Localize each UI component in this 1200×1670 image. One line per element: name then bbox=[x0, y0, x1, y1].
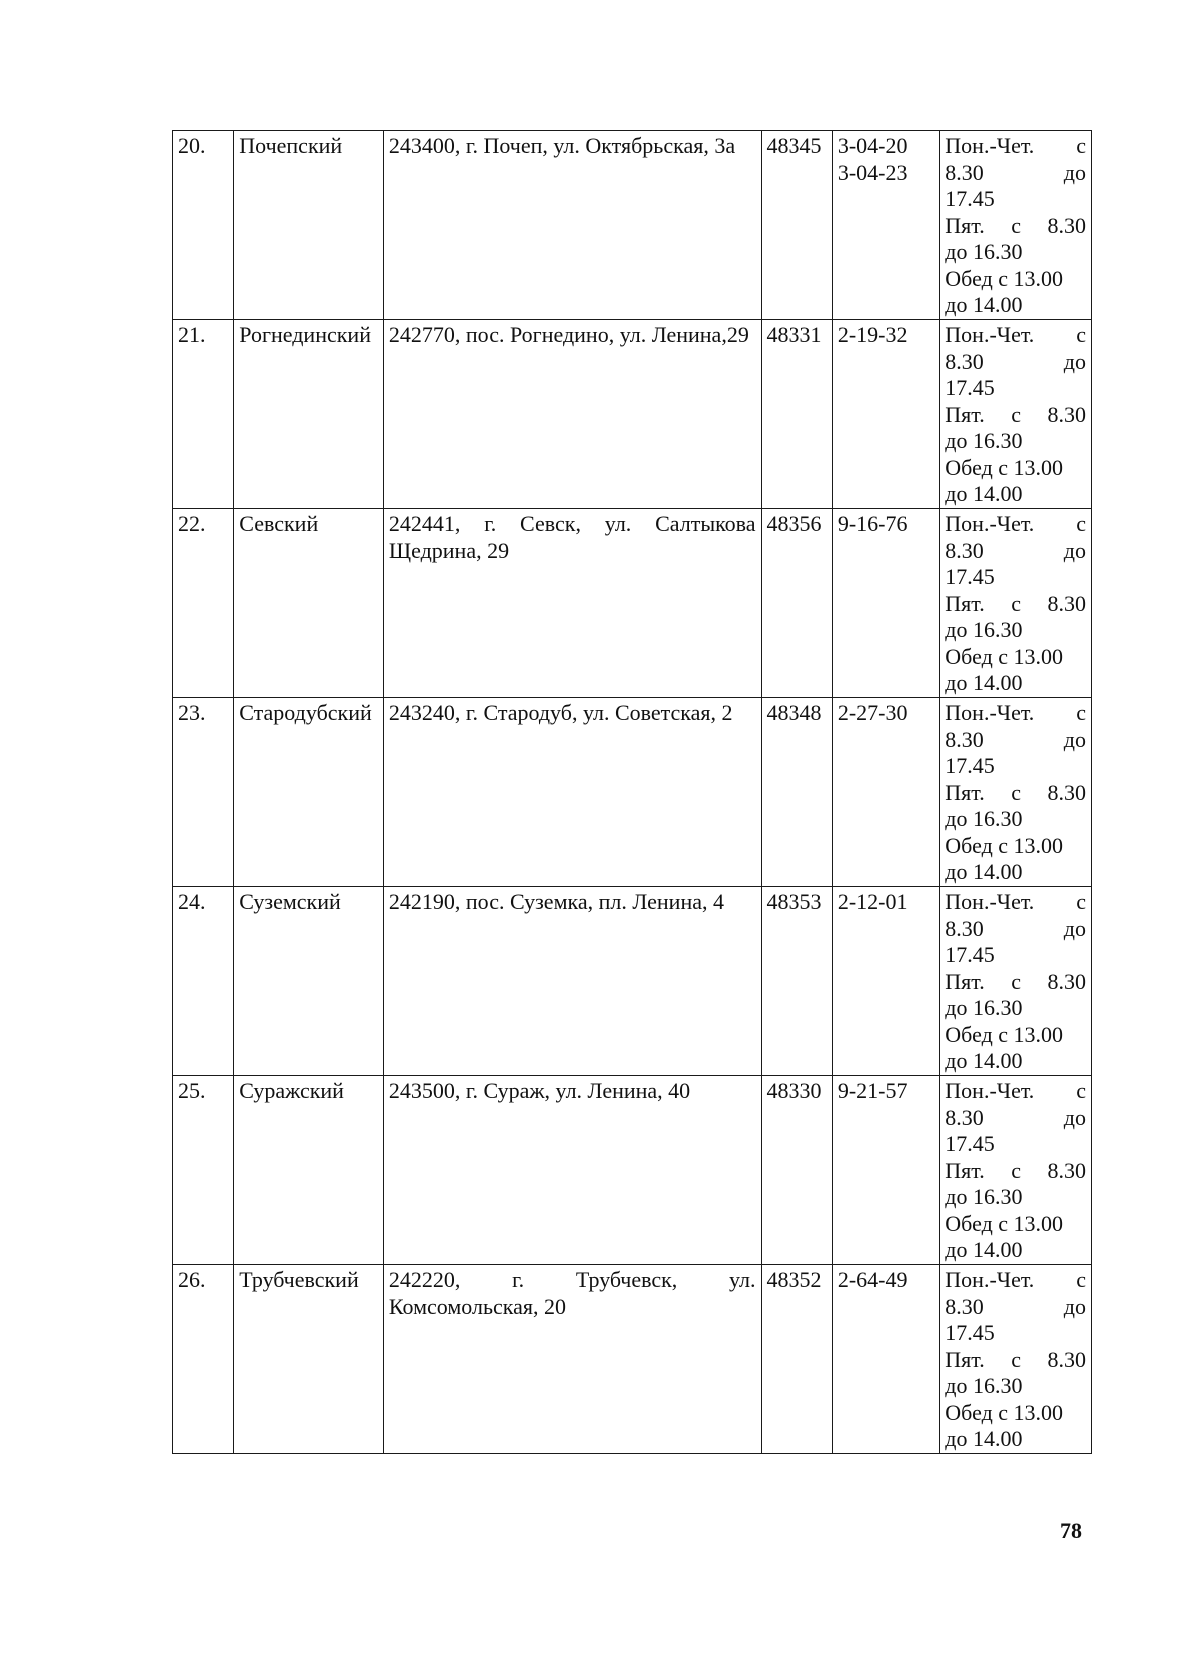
row-number-cell: 24. bbox=[173, 887, 234, 1076]
working-hours-line: до 16.30 bbox=[945, 1184, 1023, 1209]
district-name-cell: Рогнединский bbox=[234, 320, 384, 509]
working-hours-line: до 16.30 bbox=[945, 239, 1023, 264]
table-body bbox=[173, 131, 1092, 1454]
address-cell: 243500, г. Сураж, ул. Ленина, 40 bbox=[383, 1076, 761, 1265]
table-row bbox=[173, 131, 1092, 320]
phone-number: 9-21-57 bbox=[837, 1078, 908, 1103]
address-cell: 242441, г. Севск, ул. Салтыкова Щедрина, 29 bbox=[383, 509, 761, 698]
working-hours-line: 17.45 bbox=[945, 375, 995, 400]
working-hours-cell bbox=[940, 887, 1092, 1076]
table-row bbox=[173, 1076, 1092, 1265]
working-hours-line: 8.30 до bbox=[945, 1104, 1086, 1130]
row-number-cell: 23. bbox=[173, 698, 234, 887]
row-number-cell: 22. bbox=[173, 509, 234, 698]
working-hours-line: Пят. с 8.30 bbox=[945, 779, 1086, 805]
working-hours-line: 8.30 до bbox=[945, 1293, 1086, 1319]
table-row bbox=[173, 887, 1092, 1076]
working-hours-line: Обед с 13.00 bbox=[945, 1399, 1064, 1425]
working-hours-line: 8.30 до bbox=[945, 159, 1086, 185]
table-row bbox=[173, 1265, 1092, 1454]
working-hours-cell bbox=[940, 1265, 1092, 1454]
address-cell: 243240, г. Стародуб, ул. Советская, 2 bbox=[383, 698, 761, 887]
phone-number-cell bbox=[832, 1265, 939, 1454]
working-hours-line: Пон.-Чет. с bbox=[945, 700, 1086, 725]
working-hours-line: Пон.-Чет. с bbox=[945, 889, 1086, 914]
table-row bbox=[173, 320, 1092, 509]
working-hours-line: Пон.-Чет. с bbox=[945, 133, 1086, 158]
working-hours-line: Обед с 13.00 bbox=[945, 265, 1064, 291]
phone-number-cell bbox=[832, 131, 939, 320]
working-hours-line: 17.45 bbox=[945, 753, 995, 778]
working-hours-line: до 16.30 bbox=[945, 1373, 1023, 1398]
working-hours-line: до 16.30 bbox=[945, 806, 1023, 831]
phone-number-cell bbox=[832, 509, 939, 698]
working-hours-cell bbox=[940, 509, 1092, 698]
working-hours-line: до 14.00 bbox=[945, 1426, 1023, 1451]
table-row bbox=[173, 698, 1092, 887]
phone-number: 3-04-20 bbox=[837, 133, 908, 158]
phone-code-cell: 48353 bbox=[761, 887, 832, 1076]
working-hours-line: Пят. с 8.30 bbox=[945, 968, 1086, 994]
working-hours-line: до 14.00 bbox=[945, 292, 1023, 317]
working-hours-cell bbox=[940, 131, 1092, 320]
working-hours-line: до 16.30 bbox=[945, 617, 1023, 642]
phone-code-cell: 48330 bbox=[761, 1076, 832, 1265]
row-number-cell: 20. bbox=[173, 131, 234, 320]
address-cell: 243400, г. Почеп, ул. Октябрьская, 3а bbox=[383, 131, 761, 320]
row-number-cell: 26. bbox=[173, 1265, 234, 1454]
districts-table bbox=[172, 130, 1092, 1454]
working-hours-line: 17.45 bbox=[945, 1320, 995, 1345]
working-hours-line: 8.30 до bbox=[945, 726, 1086, 752]
phone-number: 9-16-76 bbox=[837, 511, 908, 536]
phone-code-cell: 48331 bbox=[761, 320, 832, 509]
address-cell: 242190, пос. Суземка, пл. Ленина, 4 bbox=[383, 887, 761, 1076]
phone-code-cell: 48352 bbox=[761, 1265, 832, 1454]
working-hours-line: Пон.-Чет. с bbox=[945, 1267, 1086, 1292]
working-hours-line: 17.45 bbox=[945, 186, 995, 211]
phone-number-cell bbox=[832, 320, 939, 509]
working-hours-line: Пят. с 8.30 bbox=[945, 1157, 1086, 1183]
working-hours-line: Пят. с 8.30 bbox=[945, 401, 1086, 427]
district-name-cell: Почепский bbox=[234, 131, 384, 320]
page-number: 78 bbox=[1060, 1518, 1082, 1543]
phone-number: 2-12-01 bbox=[837, 889, 908, 914]
working-hours-cell bbox=[940, 1076, 1092, 1265]
row-number-cell: 21. bbox=[173, 320, 234, 509]
phone-number: 2-27-30 bbox=[837, 700, 908, 725]
phone-number-cell bbox=[832, 887, 939, 1076]
table-row bbox=[173, 509, 1092, 698]
address-cell: 242770, пос. Рогнедино, ул. Ленина,29 bbox=[383, 320, 761, 509]
district-name-cell: Стародубский bbox=[234, 698, 384, 887]
working-hours-line: Пят. с 8.30 bbox=[945, 1346, 1086, 1372]
working-hours-line: 17.45 bbox=[945, 1131, 995, 1156]
working-hours-line: 17.45 bbox=[945, 942, 995, 967]
working-hours-line: до 16.30 bbox=[945, 428, 1023, 453]
row-number-cell: 25. bbox=[173, 1076, 234, 1265]
working-hours-cell bbox=[940, 698, 1092, 887]
phone-number-cell bbox=[832, 698, 939, 887]
working-hours-line: 8.30 до bbox=[945, 348, 1086, 374]
phone-code-cell: 48348 bbox=[761, 698, 832, 887]
working-hours-line: до 14.00 bbox=[945, 481, 1023, 506]
working-hours-line: до 14.00 bbox=[945, 1237, 1023, 1262]
working-hours-line: 8.30 до bbox=[945, 915, 1086, 941]
working-hours-line: Пят. с 8.30 bbox=[945, 212, 1086, 238]
working-hours-line: 17.45 bbox=[945, 564, 995, 589]
working-hours-line: Пон.-Чет. с bbox=[945, 511, 1086, 536]
district-name-cell: Суражский bbox=[234, 1076, 384, 1265]
working-hours-line: 8.30 до bbox=[945, 537, 1086, 563]
working-hours-line: Обед с 13.00 bbox=[945, 832, 1064, 858]
working-hours-line: Пон.-Чет. с bbox=[945, 322, 1086, 347]
working-hours-line: до 14.00 bbox=[945, 670, 1023, 695]
district-name-cell: Суземский bbox=[234, 887, 384, 1076]
phone-number: 2-19-32 bbox=[837, 322, 908, 347]
working-hours-line: Обед с 13.00 bbox=[945, 1210, 1064, 1236]
district-name-cell: Трубчевский bbox=[234, 1265, 384, 1454]
phone-number: 2-64-49 bbox=[837, 1267, 908, 1292]
working-hours-line: до 16.30 bbox=[945, 995, 1023, 1020]
working-hours-cell bbox=[940, 320, 1092, 509]
working-hours-line: Обед с 13.00 bbox=[945, 454, 1064, 480]
phone-number: 3-04-23 bbox=[837, 159, 908, 185]
working-hours-line: до 14.00 bbox=[945, 859, 1023, 884]
working-hours-line: Пон.-Чет. с bbox=[945, 1078, 1086, 1103]
phone-code-cell: 48356 bbox=[761, 509, 832, 698]
address-cell: 242220, г. Трубчевск, ул. Комсомольская, 20 bbox=[383, 1265, 761, 1454]
phone-code-cell: 48345 bbox=[761, 131, 832, 320]
phone-number-cell bbox=[832, 1076, 939, 1265]
working-hours-line: Обед с 13.00 bbox=[945, 643, 1064, 669]
working-hours-line: Пят. с 8.30 bbox=[945, 590, 1086, 616]
district-name-cell: Севский bbox=[234, 509, 384, 698]
working-hours-line: до 14.00 bbox=[945, 1048, 1023, 1073]
working-hours-line: Обед с 13.00 bbox=[945, 1021, 1064, 1047]
